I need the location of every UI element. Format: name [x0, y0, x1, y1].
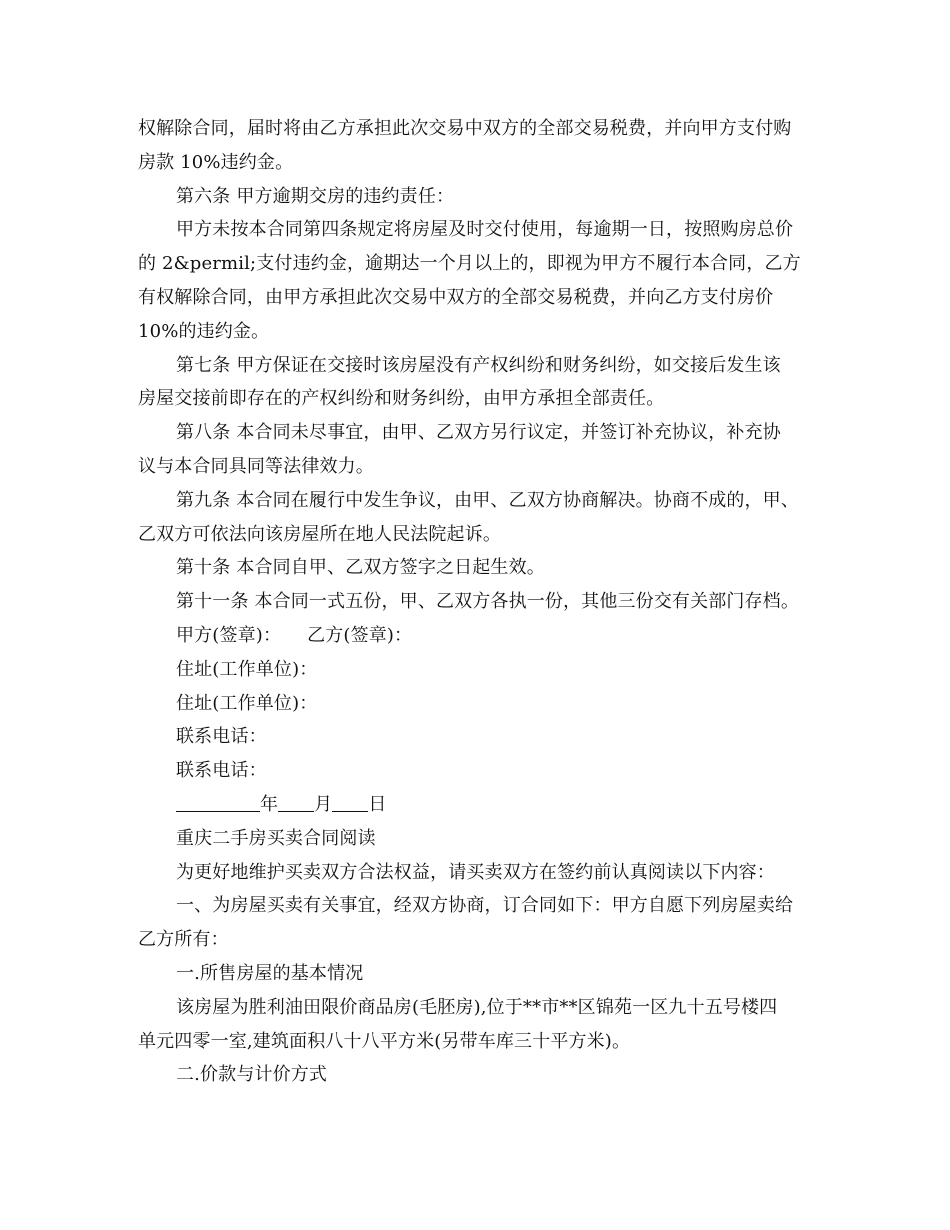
paragraph-line: 该房屋为胜利油田限价商品房(毛胚房),位于**市**区锦苑一区九十五号楼四 — [176, 996, 778, 1018]
address-label: 住址(工作单位)： — [176, 692, 318, 714]
month-blank — [278, 791, 314, 812]
phone-label: 联系电话： — [176, 726, 267, 748]
year-label: 年 — [260, 793, 279, 815]
paragraph-line: 为更好地维护买卖双方合法权益，请买卖双方在签约前认真阅读以下内容： — [176, 861, 775, 883]
paragraph-line: 甲方未按本合同第四条规定将房屋及时交付使用，每逾期一日，按照购房总价 — [176, 219, 794, 241]
paragraph-line: 有权解除合同，由甲方承担此次交易中双方的全部交易税费，并向乙方支付房价 — [138, 286, 774, 308]
clause-heading-6: 第六条 甲方逾期交房的违约责任： — [176, 185, 455, 207]
party-b-signature-label: 乙方(签章)： — [307, 624, 413, 646]
clause-11-line: 第十一条 本合同一式五份，甲、乙双方各执一份，其他三份交有关部门存档。 — [176, 591, 799, 613]
subsection-heading: 二.价款与计价方式 — [176, 1064, 328, 1086]
paragraph-line: 乙双方可依法向该房屋所在地人民法院起诉。 — [138, 523, 501, 545]
clause-10-line: 第十条 本合同自甲、乙双方签字之日起生效。 — [176, 557, 545, 579]
clause-9-line: 第九条 本合同在履行中发生争议，由甲、乙双方协商解决。协商不成的，甲、 — [176, 489, 799, 511]
party-a-signature-label: 甲方(签章)： — [176, 624, 282, 646]
paragraph-line: 议与本合同具同等法律效力。 — [138, 455, 374, 477]
section-title: 重庆二手房买卖合同阅读 — [176, 827, 376, 849]
date-line — [138, 788, 818, 822]
paragraph-line: 单元四零一室,建筑面积八十八平方米(另带车库三十平方米)。 — [138, 1030, 631, 1052]
paragraph-line: 乙方所有： — [138, 929, 229, 951]
clause-8-line: 第八条 本合同未尽事宜，由甲、乙双方另行议定，并签订补充协议，补充协 — [176, 422, 781, 444]
address-label: 住址(工作单位)： — [176, 658, 318, 680]
year-blank — [176, 791, 260, 812]
clause-7-line: 第七条 甲方保证在交接时该房屋没有产权纠纷和财务纠纷，如交接后发生该 — [176, 354, 781, 376]
paragraph-line: 一、为房屋买卖有关事宜，经双方协商，订合同如下：甲方自愿下列房屋卖给 — [176, 895, 794, 917]
paragraph-line: 房款 10%违约金。 — [138, 151, 294, 173]
paragraph-line: 权解除合同，届时将由乙方承担此次交易中双方的全部交易税费，并向甲方支付购 — [138, 118, 792, 139]
contract-text — [138, 112, 818, 1092]
phone-label: 联系电话： — [176, 760, 267, 782]
subsection-heading: 一.所售房屋的基本情况 — [176, 962, 364, 984]
paragraph-line: 房屋交接前即存在的产权纠纷和财务纠纷，由甲方承担全部责任。 — [138, 388, 665, 410]
day-blank — [332, 791, 368, 812]
day-label: 日 — [368, 793, 387, 815]
paragraph-line: 10%的违约金。 — [138, 320, 270, 342]
month-label: 月 — [314, 793, 333, 815]
signature-row — [138, 619, 818, 653]
paragraph-line: 的 2&permil;支付违约金，逾期达一个月以上的，即视为甲方不履行本合同，乙方 — [138, 253, 801, 275]
